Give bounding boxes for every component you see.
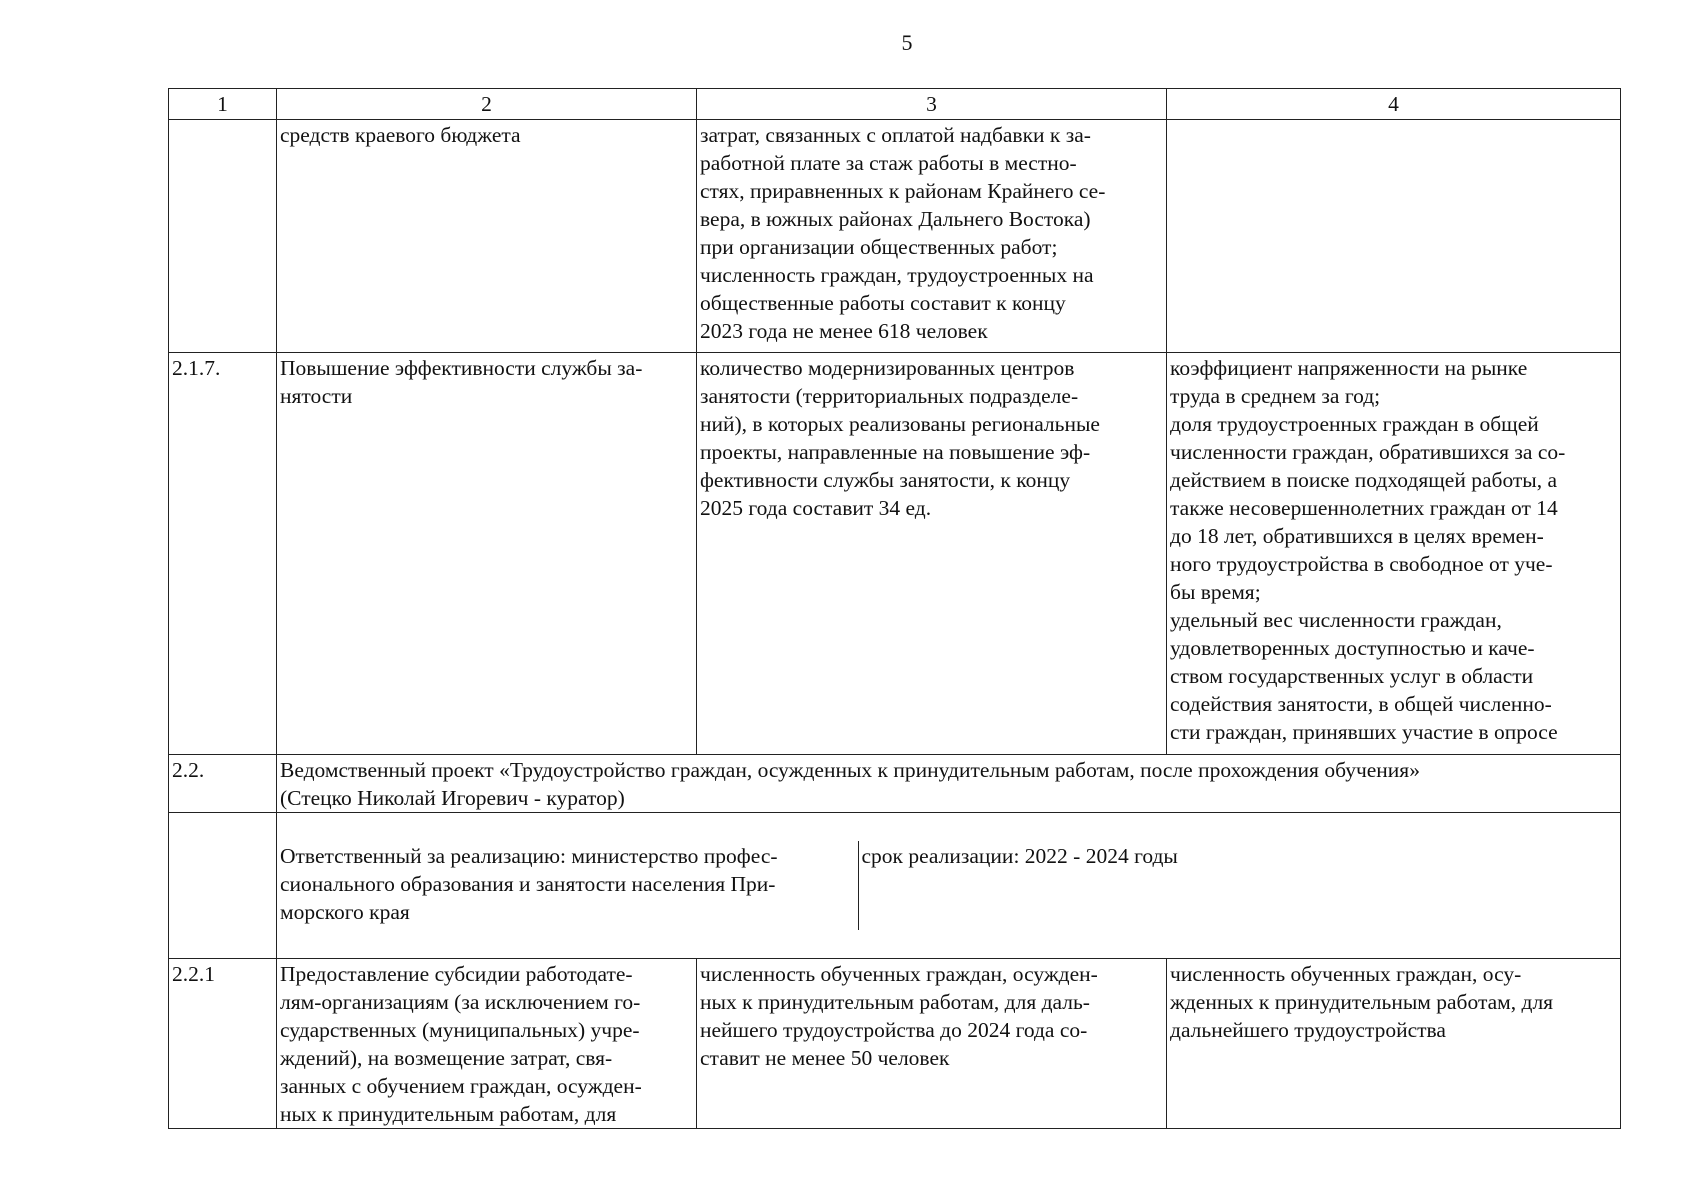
row-number: 2.2.1 bbox=[169, 959, 277, 1129]
project-responsible: Ответственный за реализацию: министерство профес- сионального образования и занятости населения При- морского края bbox=[277, 841, 858, 930]
row-result: затрат, связанных с оплатой надбавки к за- работной плате за стаж работы в местно- стях, приравненных к районам Крайнего се- вера, в южных районах Дальнего Востока) при организации общественных работ; численность граждан, трудоустроенных на общественные работы составит к концу 2023 года не менее 618 человек bbox=[697, 120, 1167, 353]
row-name: Предоставление субсидии работодате- лям-организациям (за исключением го- сударственных (муниципальных) учре- ждений), на возмещение затрат, свя- занных с обучением граждан, осужден- ных к принудительным работам, для bbox=[277, 959, 697, 1129]
table-row bbox=[169, 120, 1621, 353]
project-number: 2.2. bbox=[169, 755, 277, 813]
empty-cell bbox=[169, 813, 277, 959]
project-details-table bbox=[277, 841, 1620, 930]
row-result: количество модернизированных центров занятости (территориальных подразделе- ний), в которых реализованы региональные проекты, направленные на повышение эф- фективности службы занятости, к концу 2025 года составит 34 ед. bbox=[697, 353, 1167, 755]
table-row bbox=[169, 959, 1621, 1129]
column-header: 2 bbox=[277, 89, 697, 120]
row-indicator bbox=[1167, 120, 1621, 353]
table-header-row bbox=[169, 89, 1621, 120]
project-details-cell bbox=[277, 813, 1621, 959]
column-header: 1 bbox=[169, 89, 277, 120]
project-row bbox=[169, 755, 1621, 813]
row-result: численность обученных граждан, осужден- ных к принудительным работам, для даль- нейшего трудоустройства до 2024 года со- ставит не менее 50 человек bbox=[697, 959, 1167, 1129]
project-term: срок реализации: 2022 - 2024 годы bbox=[861, 844, 1178, 868]
activities-table bbox=[168, 88, 1621, 1129]
project-details-row bbox=[169, 813, 1621, 959]
row-indicator: коэффициент напряженности на рынке труда в среднем за год; доля трудоустроенных граждан в общей численности граждан, обратившихся за со- действием в поиске подходящей работы, а также несовершеннолетних граждан от 14 до 18 лет, обратившихся в целях времен- ного трудоустройства в свободное от уче- бы время; удельный вес численности граждан, удовлетворенных доступностью и каче- ством государственных услуг в области содействия занятости, в общей численно- сти граждан, принявших участие в опросе bbox=[1167, 353, 1621, 755]
row-indicator: численность обученных граждан, осу- жденных к принудительным работам, для дальнейшего трудоустройства bbox=[1167, 959, 1621, 1129]
row-name: Повышение эффективности службы за- нятости bbox=[277, 353, 697, 755]
row-number: 2.1.7. bbox=[169, 353, 277, 755]
column-header: 4 bbox=[1167, 89, 1621, 120]
page-number: 5 bbox=[901, 30, 913, 55]
row-number bbox=[169, 120, 277, 353]
project-title: Ведомственный проект «Трудоустройство граждан, осужденных к принудительным работам, после прохождения обучения» (Стецко Николай Игоревич - куратор) bbox=[277, 755, 1621, 813]
column-header: 3 bbox=[697, 89, 1167, 120]
table-row bbox=[169, 353, 1621, 755]
row-name: средств краевого бюджета bbox=[277, 120, 697, 353]
